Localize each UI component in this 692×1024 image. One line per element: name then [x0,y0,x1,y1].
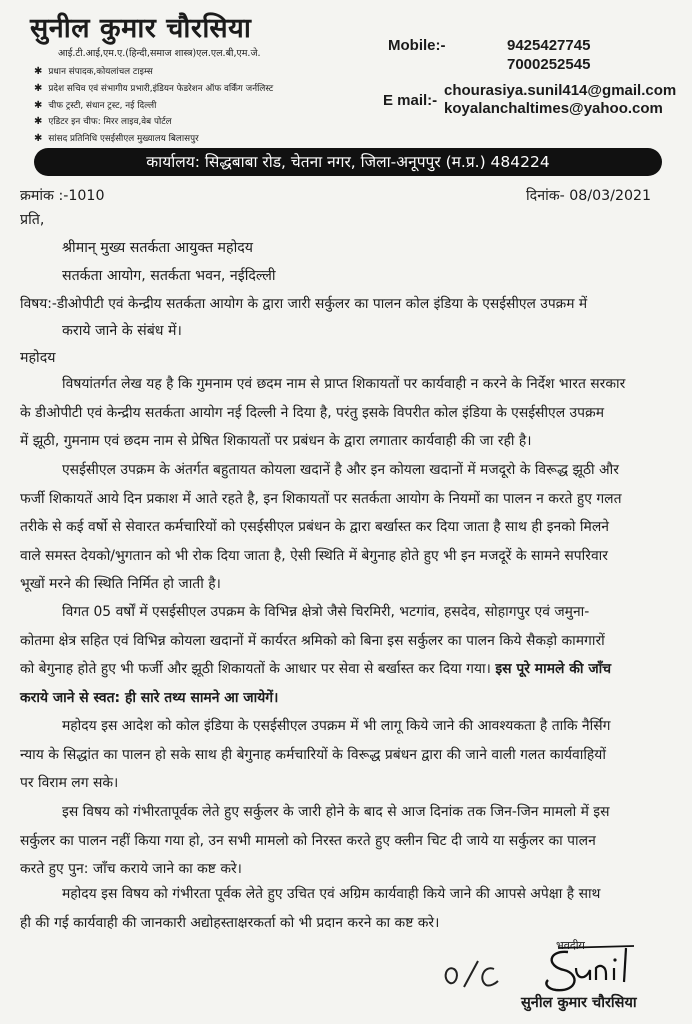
reference-number: क्रमांक :-1010 [20,188,105,204]
paragraph-1 [20,370,680,456]
paragraph-line: को बेगुनाह होते हुए भी फर्जी और झूठी शिकायतों के आधार पर सेवा से बर्खास्त कर दिया गया। इस पूरे मामले की जाँच [20,661,612,677]
asterisk-icon: ✱ [34,133,43,145]
role-item: ✱ प्रधान संपादक,कोयलांचल टाइम्स [34,66,153,77]
signature [538,944,642,998]
letterhead-roles [34,64,273,148]
salutation: महोदय [20,350,56,366]
paragraph-line: करते हुए पुन: जाँच कराये जाने का कष्ट करे। [20,861,242,877]
paragraph-line: न्याय के सिद्धांत का पालन हो सके साथ ही बेगुनाह कर्मचारियों के विरूद्ध प्रबंधन द्वारा की जाने वाली गलत कार्यवाहियों [20,746,606,763]
office-address-bar: कार्यालय: सिद्धबाबा रोड, चेतना नगर, जिला-अनूपपुर (म.प्र.) 484224 [34,148,662,176]
role-item: ✱ सांसद प्रतिनिधि एसईसीएल मुख्यालय बिलासपुर [34,133,199,145]
role-item: ✱ चीफ ट्रस्टी, संधान ट्रस्ट, नई दिल्ली [34,99,157,111]
letterhead-name: सुनील कुमार चौरसिया [30,13,252,44]
paragraph-line: में झूठी, गुमनाम एवं छदम नाम से प्रेषित शिकायतों पर प्रबंधन के द्वारा लगातार कार्यवाही की जा रही है। [20,433,532,449]
closing-text: भवदीय [556,939,585,952]
emphasis-text: इस पूरे मामले की जाँच [495,661,612,677]
paragraph-line: के डीओपीटी एवं केन्द्रीय सतर्कता आयोग नई दिल्ली ने दिया है, परंतु इसके विपरीत कोल इंडिया के एसईसीएल उपक्रम [20,404,605,421]
paragraph-4 [20,712,680,798]
paragraph-line: सर्कुलर का पालन नहीं किया गया हो, उन सभी मामलो को निरस्त करते हुए क्लीन चिट दी जाये या सर्कुलर का पालन [20,832,596,849]
emphasis-text: कराये जाने से स्वत: ही सारे तथ्य सामने आ जायेगें। [20,689,279,706]
email-2: koyalanchaltimes@yahoo.com [444,100,663,117]
recipient-line-1: श्रीमान् मुख्य सतर्कता आयुक्त महोदय [62,240,254,256]
subject-line-2: कराये जाने के संबंध में। [62,323,182,339]
paragraph-line: विषयांतर्गत लेख यह है कि गुमनाम एवं छदम नाम से प्राप्त शिकायतों पर कार्यवाही न करने के निर्देश भारत सरकार [62,376,626,392]
role-item: ✱ एडिटर इन चीफ: मिरर लाइव,वेब पोर्टल [34,116,172,128]
to-label: प्रति, [20,212,45,228]
paragraph-line: इस विषय को गंभीरतापूर्वक लेते हुए सर्कुलर के जारी होने के बाद से आज दिनांक तक जिन-जिन मामलो में इस [62,804,610,820]
paragraph-line: ही की गई कार्यवाही की जानकारी अद्योहस्ताक्षरकर्ता को भी प्रदान करने का कष्ट करे। [20,914,440,931]
mobile-number-1: 9425427745 [507,37,591,54]
paragraph-2 [20,456,680,599]
letterhead-qualifications: आई.टी.आई,एम.ए.(हिन्दी,समाज शास्त्र)एल.एल.बी,एम.जे. [58,48,261,59]
asterisk-icon: ✱ [34,99,43,111]
paragraph-line: पर विराम लग सके। [20,775,119,791]
mobile-label: Mobile:- [388,37,446,54]
paragraph-line: एसईसीएल उपक्रम के अंतर्गत बहुतायत कोयला खदानें है और इन कोयला खदानों में मजदूरो के विरूद्ध झूठी और [62,462,619,478]
asterisk-icon: ✱ [34,82,43,94]
paragraph-line: भूखों मरने की स्थिति निर्मित हो जाती है। [20,576,221,592]
paragraph-line: फर्जी शिकायतें आये दिन प्रकाश में आते रहते है, इन शिकायतों पर सतर्कता आयोग के नियमों का पालन न करते हुए गलत [20,490,622,507]
handwritten-oc-mark [440,955,510,995]
paragraph-6 [20,880,680,937]
mobile-number-2: 7000252545 [507,56,591,73]
email-label: E mail:- [383,92,438,109]
letter-date: दिनांक- 08/03/2021 [526,188,652,204]
paragraph-3 [20,598,680,712]
signatory-name: सुनील कुमार चौरसिया [521,995,637,1011]
role-item: ✱ प्रदेश सचिव एवं संभागीय प्रभारी,इंडियन फेडरेशन ऑफ वर्किंग जर्नलिस्ट [34,82,274,94]
paragraph-line: महोदय इस विषय को गंभीरता पूर्वक लेते हुए उचित एवं अग्रिम कार्यवाही किये जाने की आपसे अपेक्षा है साथ [62,886,601,902]
asterisk-icon: ✱ [34,116,43,128]
paragraph-5 [20,798,680,884]
recipient-line-2: सतर्कता आयोग, सतर्कता भवन, नईदिल्ली [62,268,276,284]
paragraph-line: महोदय इस आदेश को कोल इंडिया के एसईसीएल उपक्रम में भी लागू किये जाने की आवश्यकता है ताकि नैर्सिग [62,718,611,734]
paragraph-line: कोतमा क्षेत्र सहित एवं विभिन्न कोयला खदानों में कार्यरत श्रमिको को बिना इस सर्कुलर का पालन किये सैकड़ो कामगारों [20,632,605,649]
asterisk-icon: ✱ [34,66,43,77]
paragraph-line: वाले समस्त देयको/भुगतान को भी रोक दिया जाता है, ऐसी स्थिति में बेगुनाह होते हुए भी इन मजदूरें के सामने सपरिवार [20,547,608,564]
paragraph-line: तरीके से कई वर्षो से सेवारत कर्मचारियों को एसईसीएल प्रबंधन के द्वारा बर्खास्त कर दिया जाता है साथ ही इनको मिलने [20,519,609,535]
email-1: chourasiya.sunil414@gmail.com [444,82,677,99]
subject-line-1: विषय:-डीओपीटी एवं केन्द्रीय सतर्कता आयोग के द्वारा जारी सर्कुलर का पालन कोल इंडिया के एसईसीएल उपक्रम में [20,296,588,312]
paragraph-line: विगत 05 वर्षों में एसईसीएल उपक्रम के विभिन्न क्षेत्रो जैसे चिरमिरी, भटगांव, हसदेव, सोहागपुर एवं जमुना- [62,604,590,620]
